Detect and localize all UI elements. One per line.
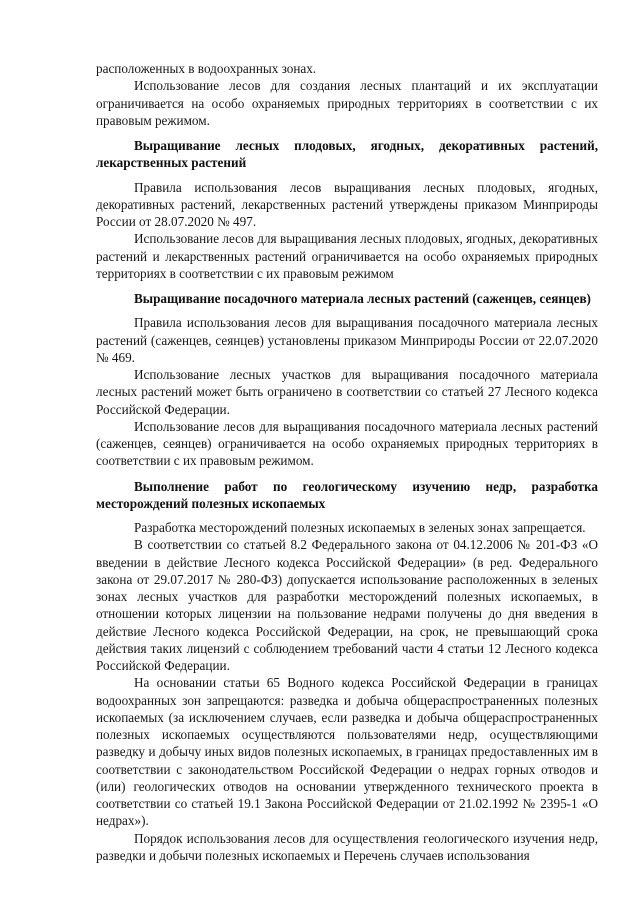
paragraph: Правила использования лесов выращивания лесных плодовых, ягодных, декоративных растений, лекарственных растений утверждены приказом Минприроды России от 28.07.2020 № 497. — [96, 179, 598, 229]
paragraph: Использование лесов для создания лесных плантаций и их эксплуатации ограничивается на особо охраняемых природных территориях в соответствии с их правовым режимом. — [96, 78, 598, 128]
section-heading: Выращивание посадочного материала лесных растений (саженцев, сеянцев) — [134, 291, 591, 306]
paragraph: Использование лесов для выращивания посадочного материала лесных растений (саженцев, сеянцев) ограничивается на особо охраняемых природных территориях в соответствии с их правовым режимом. — [96, 418, 598, 469]
paragraph: В соответствии со статьей 8.2 Федерального закона от 04.12.2006 № 201-ФЗ «О введении в действие Лесного кодекса Российской Федерации» (в ред. Федерального закона от 29.07.2017 № 280-ФЗ) допускается использование расположенных в зеленых зонах лесных участков для разработки месторождений полезных ископаемых, в отношении которых лицензии на пользование недрами получены до дня введения в действие Лесного кодекса Российской Федерации, на срок, не превышающий срока действия таких лицензий с соблюдением требований части 4 статьи 12 Лесного кодекса Российской Федерации. — [96, 537, 598, 673]
section-heading: Выполнение работ по геологическому изучению недр, разработка месторождений полезных ископаемых — [96, 478, 598, 511]
paragraph: Использование лесов для выращивания лесных плодовых, ягодных, декоративных растений и лекарственных растений ограничивается на особо охраняемых природных территориях в соответствии с их правовым режимом — [96, 231, 598, 281]
paragraph: На основании статьи 65 Водного кодекса Российской Федерации в границах водоохранных зон запрещаются: разведка и добыча общераспространенных полезных ископаемых (за исключением случаев, если разведка и добыча общераспространенных полезных ископаемых осуществляются пользователями недр, осуществляющими разведку и добычу иных видов полезных ископаемых, в границах предоставленных им в соответствии с законодательством Российской Федерации о недрах горных отводов и (или) геологических отводов на основании утвержденного технического проекта в соответствии со статьей 19.1 Закона Российской Федерации от 21.02.1992 № 2395-1 «О недрах»). — [96, 675, 598, 829]
paragraph: Правила использования лесов для выращивания посадочного материала лесных растений (саженцев, сеянцев) установлены приказом Минприроды России от 22.07.2020 № 469. — [96, 315, 598, 365]
paragraph: Порядок использования лесов для осуществления геологического изучения недр, разведки и добычи полезных ископаемых и Перечень случаев использования — [96, 830, 598, 863]
paragraph: расположенных в водоохранных зонах. — [96, 61, 317, 76]
document-body — [96, 60, 598, 864]
paragraph: Разработка месторождений полезных ископаемых в зеленых зонах запрещается. — [134, 520, 586, 535]
paragraph: Использование лесных участков для выращивания посадочного материала лесных растений может быть ограничено в соответствии со статьей 27 Лесного кодекса Российской Федерации. — [96, 367, 598, 417]
section-heading: Выращивание лесных плодовых, ягодных, декоративных растений, лекарственных растений — [96, 138, 598, 171]
